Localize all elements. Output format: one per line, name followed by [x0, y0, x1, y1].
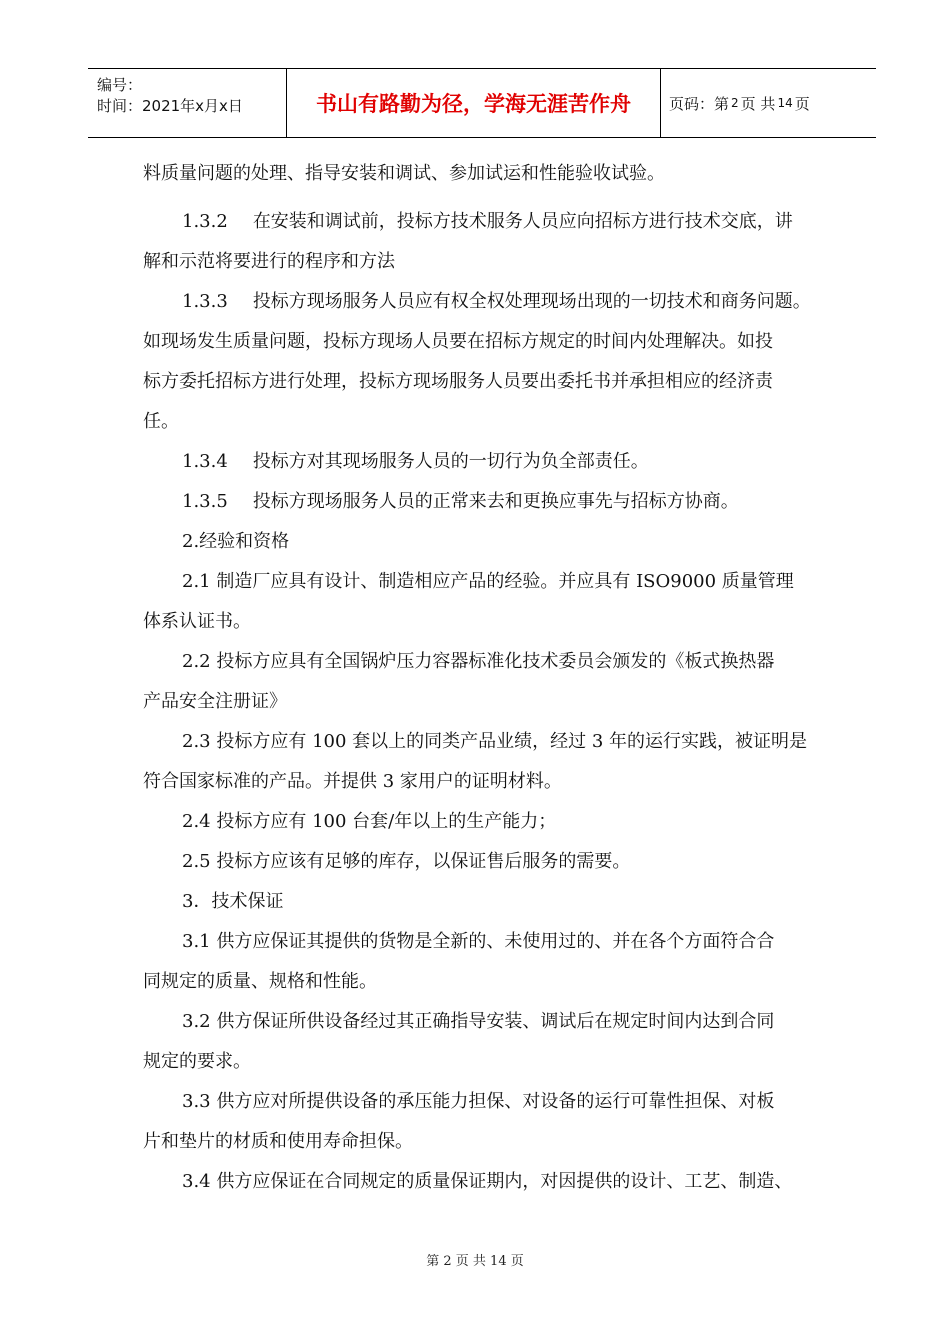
clause-number: 1.3.2 — [182, 211, 228, 232]
clause-text: 投标方现场服务人员应有权全权处理现场出现的一切技术和商务问题。 — [252, 291, 811, 312]
page-prefix: 页码：第 — [669, 94, 730, 113]
paragraph-line: 2.3 投标方应有 100 套以上的同类产品业绩，经过 3 年的运行实践，被证明是 — [182, 731, 808, 752]
paragraph-line: 如现场发生质量问题，投标方现场人员要在招标方规定的时间内处理解决。如投 — [143, 331, 773, 352]
paragraph-line: 料质量问题的处理、指导安装和调试、参加试运和性能验收试验。 — [143, 163, 665, 184]
paragraph-line — [182, 450, 649, 474]
page-footer: 第 2 页 共 14 页 — [426, 1254, 524, 1269]
paragraph-line: 解和示范将要进行的程序和方法 — [143, 251, 395, 272]
paragraph-line — [182, 490, 739, 514]
header-page-info — [661, 69, 876, 137]
page-number: 2 — [731, 96, 739, 110]
document-time: 时间：2021年x月x日 — [97, 97, 243, 115]
paragraph-line: 2.2 投标方应具有全国锅炉压力容器标准化技术委员会颁发的《板式换热器 — [182, 651, 775, 672]
paragraph-line: 任。 — [143, 411, 179, 432]
paragraph-line: 3.4 供方应保证在合同规定的质量保证期内，对因提供的设计、工艺、制造、 — [182, 1171, 793, 1192]
paragraph-line: 同规定的质量、规格和性能。 — [143, 971, 377, 992]
paragraph-line: 2.1 制造厂应具有设计、制造相应产品的经验。并应具有 ISO9000 质量管理 — [182, 571, 794, 592]
clause-number: 1.3.4 — [182, 451, 228, 472]
clause-text: 投标方对其现场服务人员的一切行为负全部责任。 — [252, 451, 649, 472]
paragraph-line: 2.4 投标方应有 100 台套/年以上的生产能力； — [182, 811, 557, 832]
paragraph-line: 标方委托招标方进行处理，投标方现场服务人员要出委托书并承担相应的经济责 — [143, 371, 773, 392]
paragraph-line: 3.2 供方保证所供设备经过其正确指导安装、调试后在规定时间内达到合同 — [182, 1011, 775, 1032]
page-suffix: 页 — [794, 94, 810, 113]
paragraph-line: 3.1 供方应保证其提供的货物是全新的、未使用过的、并在各个方面符合合 — [182, 931, 775, 952]
paragraph-line: 体系认证书。 — [143, 611, 251, 632]
paragraph-line — [182, 290, 811, 314]
header-motto: 书山有路勤为径，学海无涯苦作舟 — [287, 69, 661, 137]
section-heading: 3．技术保证 — [182, 891, 284, 912]
page-mid: 页 共 — [740, 94, 776, 113]
page-total: 14 — [777, 96, 793, 110]
clause-text: 投标方现场服务人员的正常来去和更换应事先与招标方协商。 — [252, 491, 739, 512]
paragraph-line: 片和垫片的材质和使用寿命担保。 — [143, 1131, 413, 1152]
header-meta — [88, 69, 287, 137]
paragraph-line: 3.3 供方应对所提供设备的承压能力担保、对设备的运行可靠性担保、对板 — [182, 1091, 775, 1112]
page-header — [88, 68, 876, 138]
paragraph-line — [182, 210, 793, 234]
document-number: 编号： — [97, 76, 143, 94]
paragraph-line: 2.5 投标方应该有足够的库存，以保证售后服务的需要。 — [182, 851, 631, 872]
clause-number: 1.3.3 — [182, 291, 228, 312]
clause-number: 1.3.5 — [182, 491, 228, 512]
paragraph-line: 产品安全注册证》 — [143, 691, 287, 712]
section-heading: 2.经验和资格 — [182, 531, 290, 552]
paragraph-line: 规定的要求。 — [143, 1051, 251, 1072]
paragraph-line: 符合国家标准的产品。并提供 3 家用户的证明材料。 — [143, 771, 562, 792]
clause-text: 在安装和调试前，投标方技术服务人员应向招标方进行技术交底，讲 — [252, 211, 793, 232]
